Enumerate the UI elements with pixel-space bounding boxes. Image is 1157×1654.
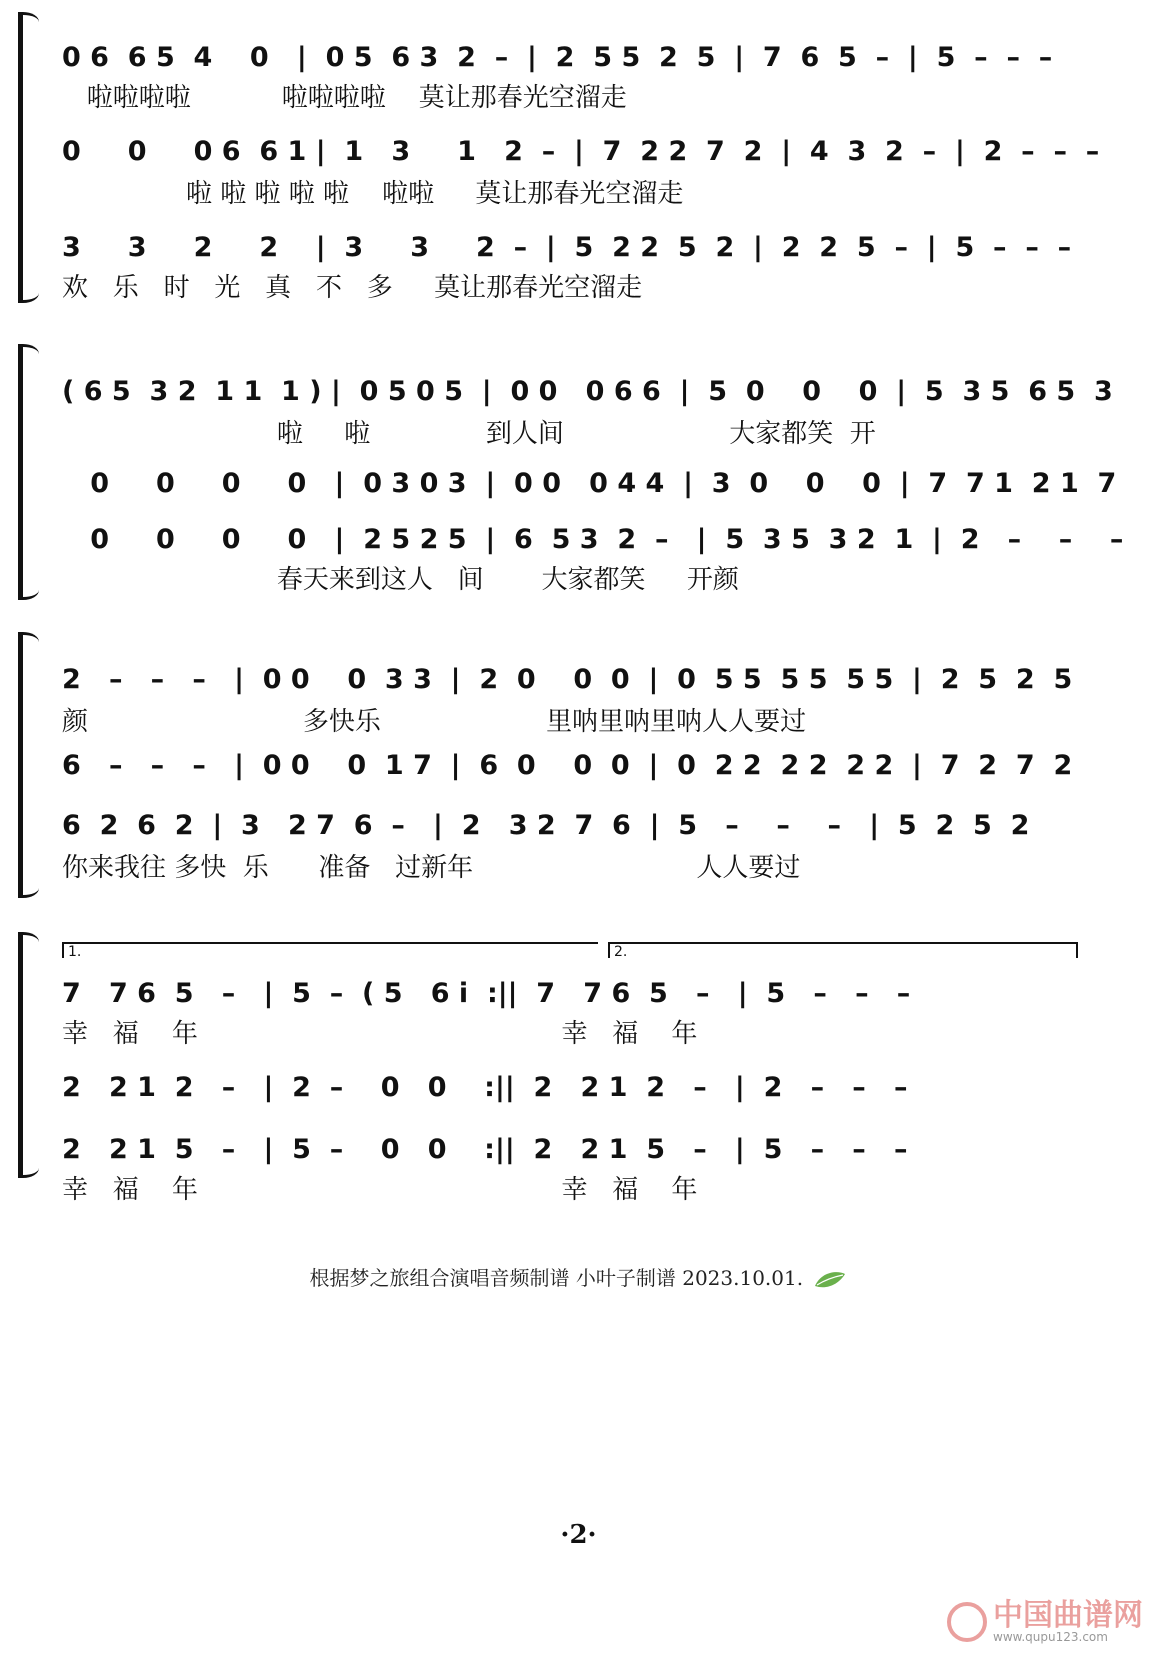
volta-second-ending [608, 942, 1078, 958]
note-line: 0 0 0 0 | 0 3 0 3 | 0 0 0 4 4 | 3 0 0 0 | 7 7 1 2 1 7 [62, 468, 1117, 499]
credit-text: 根据梦之旅组合演唱音频制谱 小叶子制谱 2023.10.01. [309, 1266, 804, 1290]
system-brace [18, 352, 30, 592]
lyric-row-3 [38, 270, 1138, 310]
lyric-line: 幸 福 年 幸 福 年 [62, 1175, 698, 1205]
lyric-row-1 [38, 416, 1138, 456]
lyric-line: 啦 啦 啦 啦 啦 啦啦 莫让那春光空溜走 [62, 179, 684, 209]
volta-first-label: 1. [68, 944, 82, 960]
staff-row-1 [38, 372, 1138, 412]
lyric-row-1 [38, 704, 1138, 744]
staff-row-1 [38, 660, 1138, 700]
note-line: 2 2 1 2 – | 2 – 0 0 :|| 2 2 1 2 – | 2 – – – [62, 1072, 908, 1103]
staff-row-2 [38, 464, 1138, 504]
lyric-line: 欢 乐 时 光 真 不 多 莫让那春光空溜走 [62, 273, 643, 303]
system-brace [18, 640, 30, 890]
site-watermark [947, 1600, 1143, 1644]
note-line: 2 2 1 5 – | 5 – 0 0 :|| 2 2 1 5 – | 5 – – – [62, 1134, 908, 1165]
staff-row-2 [38, 1068, 1138, 1108]
staff-row-3 [38, 806, 1138, 846]
note-line: 7 7 6 5 – | 5 – ( 5 6 i :|| 7 7 6 5 – | 5 – – – [62, 978, 911, 1009]
watermark-title: 中国曲谱网 [993, 1598, 1143, 1633]
note-line: 6 – – – | 0 0 0 1 7 | 6 0 0 0 | 0 2 2 2 2 2 2 | 7 2 7 2 [62, 750, 1073, 781]
note-line: 6 2 6 2 | 3 2 7 6 – | 2 3 2 7 6 | 5 – – – | 5 2 5 2 [62, 810, 1030, 841]
lyric-row-2 [38, 176, 1138, 216]
staff-row-2 [38, 746, 1138, 786]
lyric-line: 春天来到这人 间 大家都笑 开颜 [62, 565, 739, 595]
lyric-row-3 [38, 850, 1138, 890]
note-line: 0 0 0 6 6 1 | 1 3 1 2 – | 7 2 2 7 2 | 4 3 2 – | 2 – – – [62, 136, 1100, 167]
staff-row-1 [38, 38, 1138, 78]
lyric-row-final [38, 1172, 1138, 1212]
watermark-url: www.qupu123.com [993, 1630, 1108, 1644]
volta-second-label: 2. [614, 944, 628, 960]
staff-row-3 [38, 520, 1138, 560]
lyric-line: 啦 啦 到人间 大家都笑 开 [62, 419, 876, 449]
lyric-row-1 [38, 1016, 1138, 1056]
note-line: 2 – – – | 0 0 0 3 3 | 2 0 0 0 | 0 5 5 5 5 5 5 | 2 5 2 5 [62, 664, 1073, 695]
watermark-logo-icon [947, 1602, 987, 1642]
leaf-icon [813, 1270, 847, 1290]
lyric-line: 啦啦啦啦 啦啦啦啦 莫让那春光空溜走 [62, 83, 627, 113]
score-system-4 [18, 940, 1138, 1170]
lyric-row-1 [38, 80, 1138, 120]
staff-row-1 [38, 974, 1138, 1014]
staff-row-2 [38, 132, 1138, 172]
staff-row-3 [38, 228, 1138, 268]
transcription-credit [0, 1262, 1157, 1291]
system-brace [18, 20, 30, 295]
lyric-line: 你来我往 多快 乐 准备 过新年 人人要过 [62, 853, 801, 883]
lyric-row-3 [38, 562, 1138, 602]
score-system-3 [18, 640, 1138, 890]
note-line: ( 6 5 3 2 1 1 1 ) | 0 5 0 5 | 0 0 0 6 6 | 5 0 0 0 | 5 3 5 6 5 3 [62, 376, 1113, 407]
lyric-line: 颜 多快乐 里呐里呐里呐人人要过 [62, 707, 807, 737]
page-number: ·2· [560, 1520, 597, 1550]
staff-row-3 [38, 1130, 1138, 1170]
note-line: 0 0 0 0 | 2 5 2 5 | 6 5 3 2 – | 5 3 5 3 2 1 | 2 – – – [62, 524, 1124, 555]
volta-first-ending [62, 942, 598, 958]
note-line: 3 3 2 2 | 3 3 2 – | 5 2 2 5 2 | 2 2 5 – | 5 – – – [62, 232, 1072, 263]
lyric-line: 幸 福 年 幸 福 年 [62, 1019, 698, 1049]
note-line: 0 6 6 5 4 0 | 0 5 6 3 2 – | 2 5 5 2 5 | 7 6 5 – | 5 – – – [62, 42, 1053, 73]
score-system-1 [18, 20, 1138, 303]
score-system-2 [18, 352, 1138, 595]
system-brace [18, 940, 30, 1170]
